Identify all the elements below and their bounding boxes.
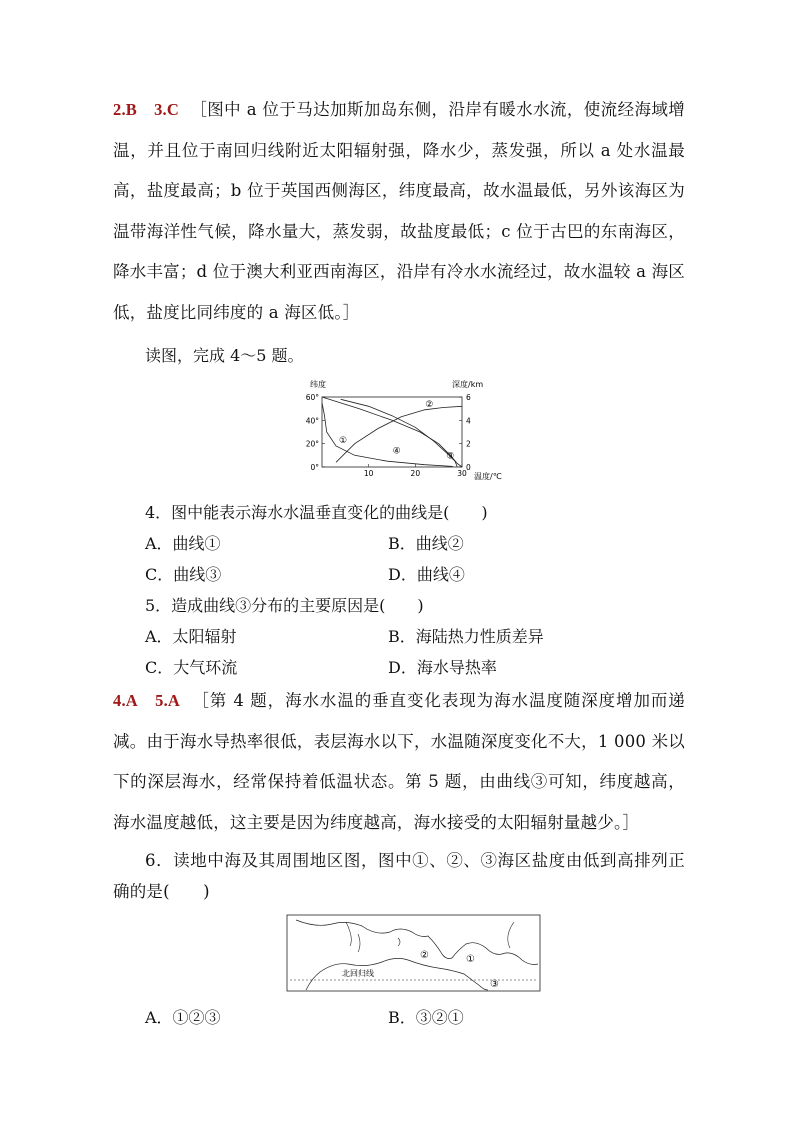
curve-label-4: ④ [392, 446, 401, 457]
plot-area [306, 393, 471, 478]
x-tick-label: 20 [410, 469, 421, 478]
tropic-label: 北回归线 [342, 969, 374, 978]
answer-2-3 [113, 90, 685, 333]
answer-4-5 [113, 681, 685, 843]
map-frame [287, 915, 540, 991]
answer-key-4-5: 4.A 5.A [113, 691, 181, 710]
explanation-2-3: ［图中 a 位于马达加斯加岛东侧，沿岸有暖水水流，使流经海域增温，并且位于南回归线附近太阳辐射强，降水少，蒸发强，所以 a 处水温最高，盐度最高；b 位于英国西侧海区，纬度最高，故水温最低，另外该海区为温带海洋性气候，降水量大，蒸发弱，故盐度最低；c 位于古巴的东南海区，降水丰富；d 位于澳大利亚西南海区，沿岸有冷水水流经过，故水温较 a 海区低，盐度比同纬度的 a 海区低。］ [113, 100, 686, 322]
right-tick-label: 0 [466, 463, 471, 472]
q5-option-d: D．海水导热率 [388, 658, 497, 677]
sea-area-2-label: ② [420, 950, 429, 961]
left-tick-label: 40° [305, 416, 319, 426]
curve-label-2: ② [425, 400, 434, 410]
sea-area-3-label: ③ [490, 979, 499, 990]
x-tick-label: 10 [363, 469, 374, 478]
read-prompt: 读图，完成 4～5 题。 [145, 346, 304, 365]
q4-option-a: A．曲线① [145, 534, 221, 553]
question-4-stem: 4．图中能表示海水水温垂直变化的曲线是( ) [145, 503, 488, 522]
q5-option-c: C．大气环流 [145, 658, 238, 677]
q5-option-b: B．海陆热力性质差异 [388, 627, 544, 646]
left-axis-title: 纬度 [310, 380, 326, 389]
x-axis-title: 温度/℃ [474, 472, 502, 481]
right-tick-label: 4 [466, 416, 471, 426]
temperature-chart [292, 375, 512, 485]
q4-option-d: D．曲线④ [388, 565, 465, 584]
q4-option-b: B．曲线② [388, 534, 464, 553]
q5-option-a: A．太阳辐射 [145, 627, 237, 646]
right-tick-label: 2 [466, 439, 471, 449]
question-6-text: 6．读地中海及其周围地区图，图中①、②、③海区盐度由低到高排列正确的是( ) [113, 851, 685, 901]
left-tick-label: 60° [305, 393, 319, 402]
question-5-stem: 5．造成曲线③分布的主要原因是( ) [145, 596, 424, 615]
curve-label-3: ③ [446, 451, 455, 462]
left-tick-label: 0° [310, 463, 319, 472]
right-axis-title: 深度/km [452, 380, 484, 389]
right-tick-label: 6 [466, 393, 471, 402]
question-6-stem [113, 845, 685, 907]
answer-key-2-3: 2.B 3.C [113, 100, 179, 119]
curve-label-1: ① [338, 436, 348, 447]
sea-area-1-label: ① [466, 954, 475, 965]
left-tick-label: 20° [305, 439, 319, 449]
mediterranean-map [286, 914, 542, 994]
curve-4 [338, 399, 458, 467]
q6-option-a: A．①②③ [145, 1008, 221, 1027]
q4-option-c: C．曲线③ [145, 565, 222, 584]
explanation-4-5: ［第 4 题，海水水温的垂直变化表现为海水温度随深度增加而递减。由于海水导热率很低，表层海水以下，水温随深度变化不大，1 000 米以下的深层海水，经常保持着低温状态。第 5 题，由曲线③可知，纬度越高，海水温度越低，这主要是因为纬度越高，海水接受的太阳辐射量越少。］ [113, 691, 685, 832]
q6-option-b: B．③②① [388, 1008, 464, 1027]
x-tick-label: 30 [457, 469, 467, 478]
